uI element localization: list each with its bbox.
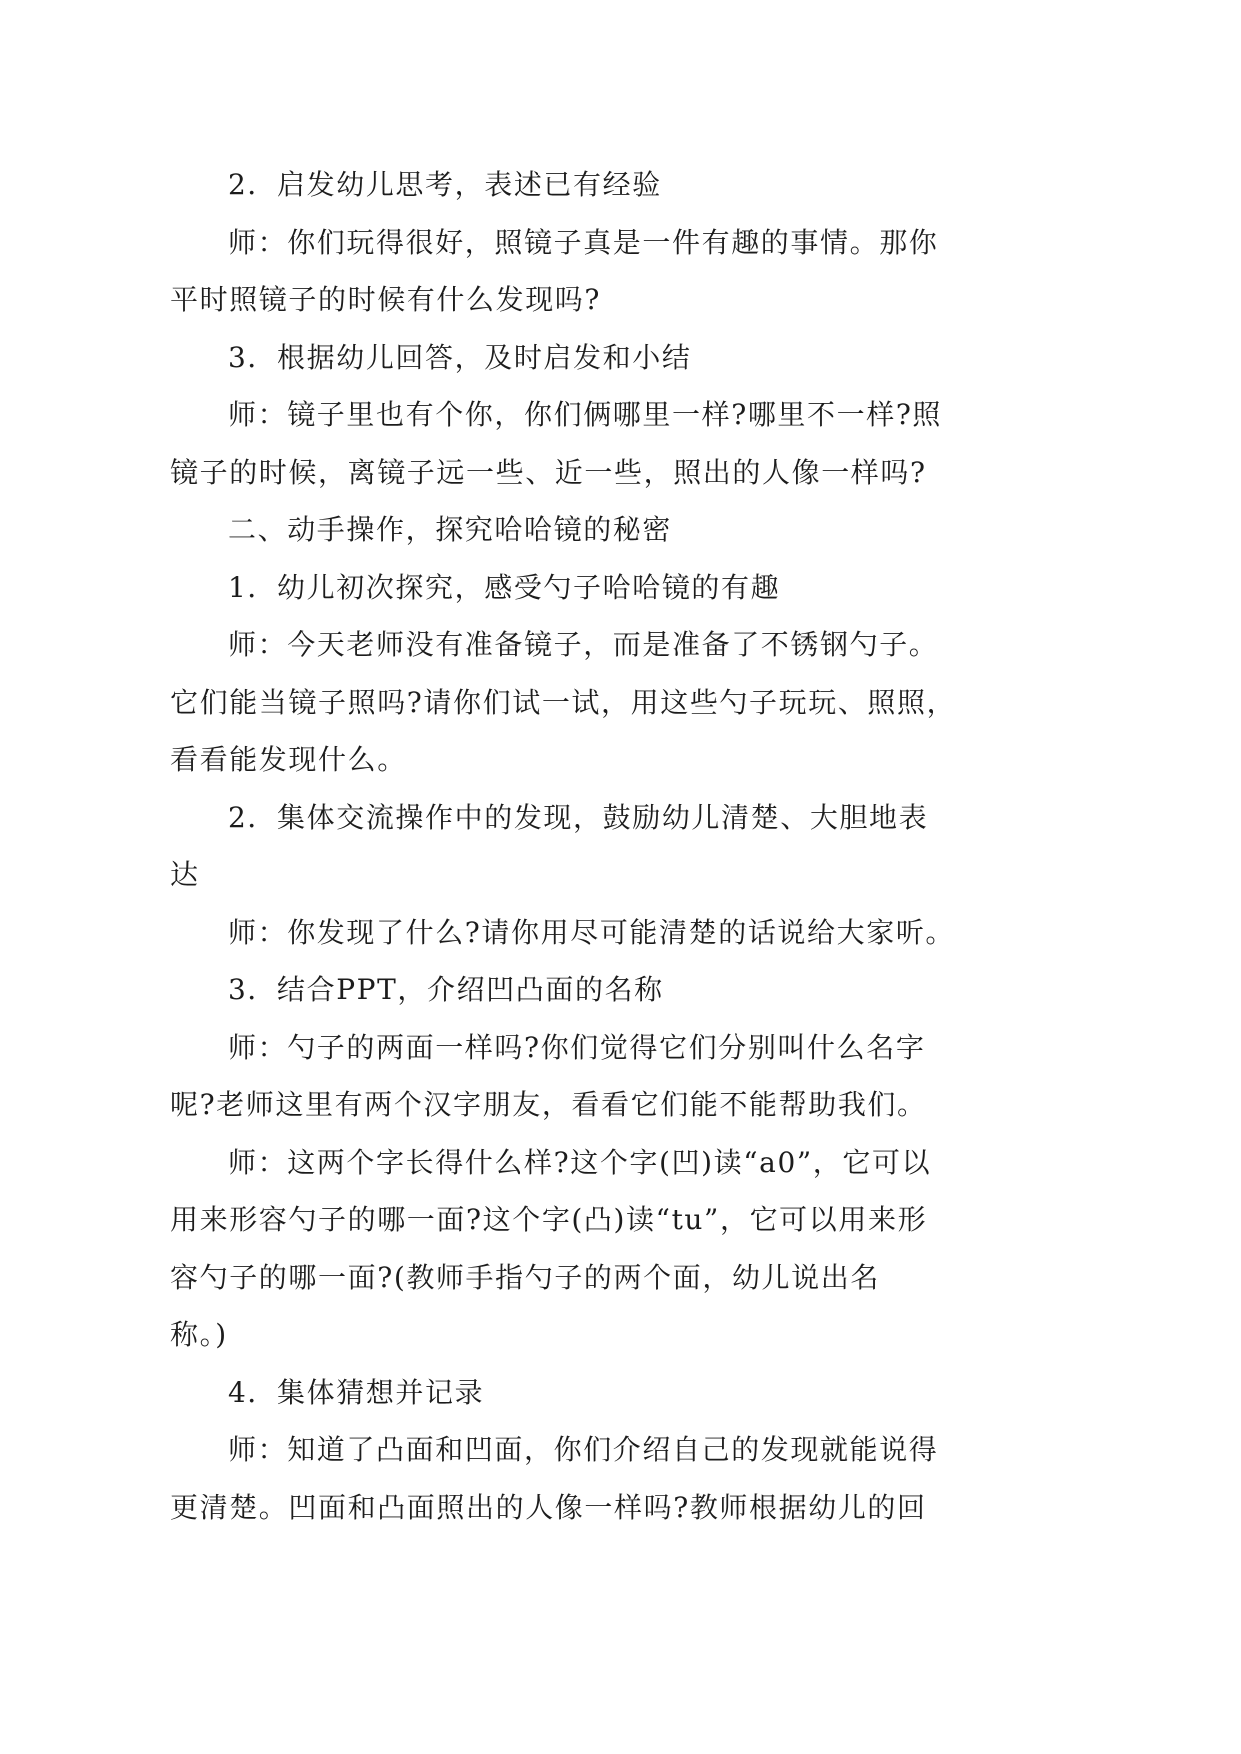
- paragraph-line: 用来形容勺子的哪一面?这个字(凸)读“tu”，它可以用来形: [170, 1203, 928, 1236]
- step-heading: [170, 329, 1070, 387]
- paragraph-line: 师：知道了凸面和凹面，你们介绍自己的发现就能说得: [228, 1433, 939, 1466]
- paragraph-line: 呢?老师这里有两个汉字朋友，看看它们能不能帮助我们。: [170, 1088, 927, 1121]
- paragraph-line: 师：你们玩得很好，照镜子真是一件有趣的事情。那你: [228, 225, 939, 259]
- paragraph-line: 师：今天老师没有准备镜子，而是准备了不锈钢勺子。: [228, 628, 939, 661]
- paragraph-line: 看看能发现什么。: [170, 743, 407, 776]
- step-heading: [170, 156, 1070, 214]
- paragraph-line: 二、动手操作，探究哈哈镜的秘密: [228, 513, 673, 546]
- teacher-dialogue: [170, 386, 1070, 501]
- teacher-dialogue: [170, 1134, 1070, 1364]
- teacher-dialogue: [170, 214, 1070, 329]
- paragraph-line: 师：勺子的两面一样吗?你们觉得它们分别叫什么名字: [228, 1030, 926, 1064]
- step-heading: [170, 789, 1070, 904]
- paragraph-line: 达: [170, 858, 200, 891]
- paragraph-line: 师：你发现了什么?请你用尽可能清楚的话说给大家听。: [228, 915, 956, 949]
- section-heading: [170, 501, 1070, 559]
- paragraph-line: 1．幼儿初次探究，感受勺子哈哈镜的有趣: [228, 570, 781, 604]
- paragraph-line: 3．根据幼儿回答，及时启发和小结: [228, 340, 692, 374]
- paragraph-line: 更清楚。凹面和凸面照出的人像一样吗?教师根据幼儿的回: [170, 1490, 927, 1524]
- step-heading: [170, 559, 1070, 617]
- paragraph-line: 2．启发幼儿思考，表述已有经验: [228, 168, 662, 201]
- teacher-dialogue: [170, 1421, 1070, 1536]
- paragraph-line: 师：这两个字长得什么样?这个字(凹)读“a0”，它可以: [228, 1145, 932, 1179]
- step-heading: [170, 1364, 1070, 1422]
- paragraph-line: 4．集体猜想并记录: [228, 1375, 485, 1409]
- step-heading: [170, 961, 1070, 1019]
- paragraph-line: 容勺子的哪一面?(教师手指勺子的两个面，幼儿说出名: [170, 1260, 880, 1294]
- paragraph-line: 平时照镜子的时候有什么发现吗?: [170, 283, 602, 316]
- document-body: [170, 156, 1070, 1536]
- teacher-dialogue: [170, 616, 1070, 789]
- teacher-dialogue: [170, 1019, 1070, 1134]
- paragraph-line: 称。): [170, 1318, 228, 1351]
- paragraph-line: 镜子的时候，离镜子远一些、近一些，照出的人像一样吗?: [170, 455, 927, 489]
- paragraph-line: 3．结合PPT，介绍凹凸面的名称: [228, 973, 664, 1006]
- paragraph-line: 它们能当镜子照吗?请你们试一试，用这些勺子玩玩、照照，: [170, 685, 957, 719]
- paragraph-line: 2．集体交流操作中的发现，鼓励幼儿清楚、大胆地表: [228, 800, 929, 834]
- paragraph-line: 师：镜子里也有个你，你们俩哪里一样?哪里不一样?照: [228, 398, 943, 431]
- teacher-dialogue: [170, 904, 1070, 962]
